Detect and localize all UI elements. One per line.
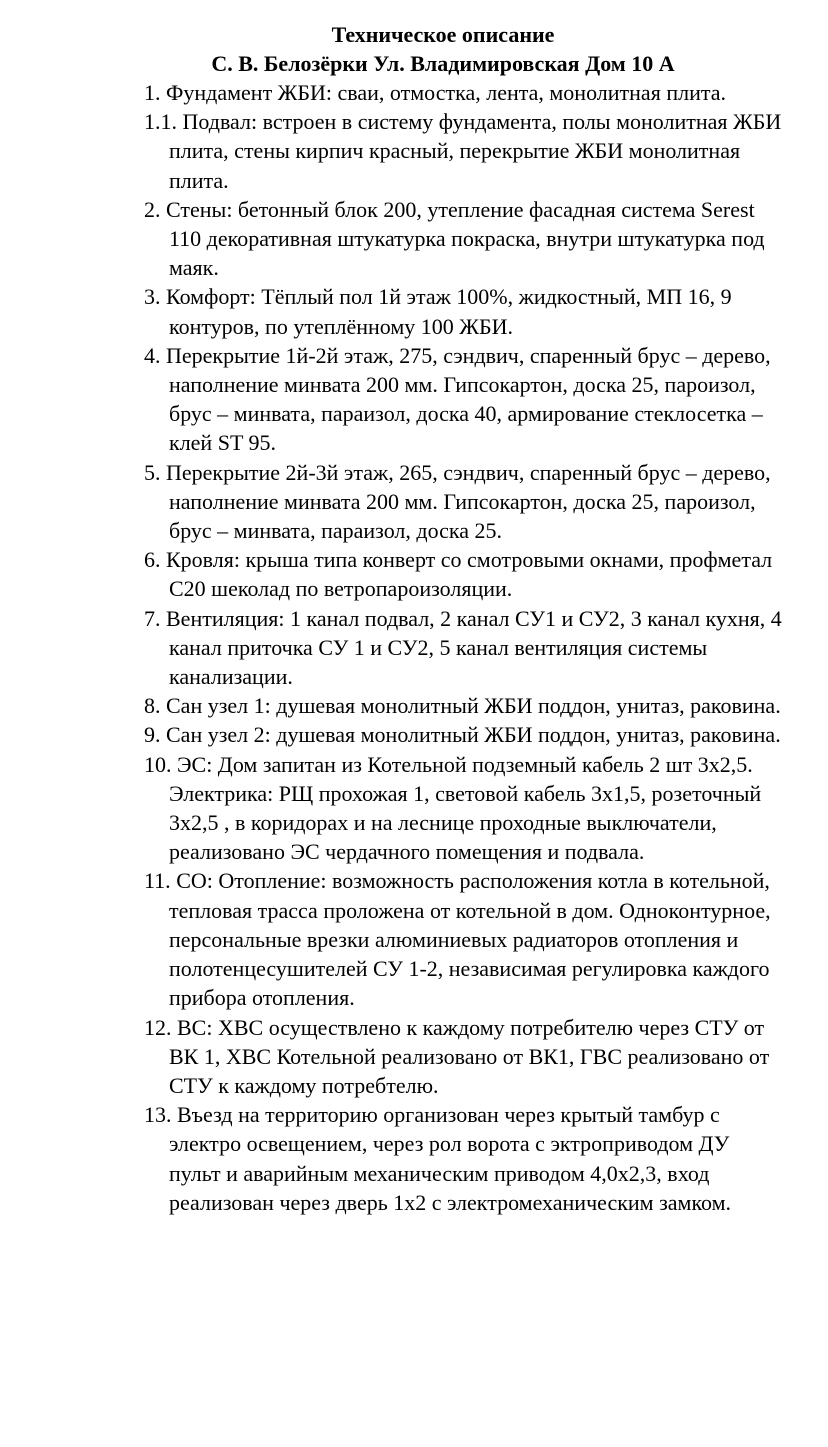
list-item	[144, 720, 784, 749]
item-number: 2.	[144, 196, 161, 222]
item-text: Подвал: встроен в систему фундамента, полы монолитная ЖБИ плита, стены кирпич красный, перекрытие ЖБИ монолитная плита.	[169, 109, 782, 193]
list-item	[144, 1013, 784, 1101]
list-item	[144, 341, 784, 458]
list-item	[144, 282, 784, 340]
item-number: 13.	[144, 1102, 172, 1128]
item-text: Стены: бетонный блок 200, утепление фасадная система Serest 110 декоративная штукатурка покраска, внутри штукатурка под маяк.	[166, 196, 765, 281]
item-text: Сан узел 1: душевая монолитный ЖБИ поддон, унитаз, раковина.	[166, 693, 781, 719]
item-number: 1.1.	[144, 109, 177, 135]
item-text: Перекрытие 2й-3й этаж, 265, сэндвич, спаренный брус – дерево, наполнение минвата 200 мм. Гипсокартон, доска 25, пароизол, брус – минвата, параизол, доска 25.	[166, 459, 771, 544]
list-item	[144, 545, 784, 603]
item-text: Перекрытие 1й-2й этаж, 275, сэндвич, спаренный брус – дерево, наполнение минвата 200 мм. Гипсокартон, доска 25, пароизол, брус – минвата, параизол, доска 40, армирование стеклосетка – клей ST 95.	[166, 342, 771, 456]
item-number: 5.	[144, 459, 161, 485]
item-text: ЭС: Дом запитан из Котельной подземный кабель 2 шт 3х2,5. Электрика: РЩ прохожая 1, световой кабель 3х1,5, розеточный 3х2,5 , в коридорах и на леснице проходные выключатели, реализовано ЭС чердачного помещения и подвала.	[169, 751, 762, 865]
item-number: 10.	[144, 751, 172, 777]
spec-list	[144, 78, 784, 1217]
document	[0, 20, 828, 1217]
list-item	[144, 691, 784, 720]
item-text: Кровля: крыша типа конверт со смотровыми окнами, профметал С20 шеколад по ветропароизоляции.	[166, 547, 773, 602]
item-number: 9.	[144, 722, 161, 748]
list-item	[144, 1100, 784, 1217]
item-text: Въезд на территорию организован через крытый тамбур с электро освещением, через рол ворота с эктроприводом ДУ пульт и аварийным механическим приводом 4,0х2,3, вход реализован через дверь 1х2 с электромеханическим замком.	[169, 1102, 732, 1215]
list-item	[144, 195, 784, 283]
item-text: Сан узел 2: душевая монолитный ЖБИ поддон, унитаз, раковина.	[166, 722, 781, 748]
list-item	[144, 604, 784, 692]
item-text: Вентиляция: 1 канал подвал, 2 канал СУ1 и СУ2, 3 канал кухня, 4 канал приточка СУ 1 и СУ2, 5 канал вентиляция системы канализации.	[166, 605, 782, 690]
item-number: 3.	[144, 284, 161, 310]
list-item	[144, 78, 784, 107]
item-number: 1.	[144, 80, 161, 105]
item-text: Комфорт: Тёплый пол 1й этаж 100%, жидкостный, МП 16, 9 контуров, по утеплённому 100 ЖБИ.	[166, 284, 732, 339]
document-header	[0, 20, 828, 78]
item-number: 12.	[144, 1014, 172, 1040]
item-text: СО: Отопление: возможность расположения котла в котельной, тепловая трасса проложена от котельной в дом. Одноконтурное, персональные врезки алюминиевых радиаторов отопления и полотенцесушителей СУ 1-2, независимая регулировка каждого прибора отопления.	[169, 868, 771, 1011]
item-text: Фундамент ЖБИ: сваи, отмостка, лента, монолитная плита.	[166, 80, 726, 105]
item-number: 11.	[144, 868, 171, 894]
list-item	[144, 750, 784, 867]
document-subtitle: С. В. Белозёрки Ул. Владимировская Дом 10 А	[211, 51, 675, 76]
item-number: 7.	[144, 605, 161, 631]
item-number: 6.	[144, 547, 161, 573]
document-title: Техническое описание	[331, 22, 555, 47]
item-number: 4.	[144, 342, 161, 368]
list-item	[144, 866, 784, 1012]
item-number: 8.	[144, 693, 161, 719]
list-item	[144, 458, 784, 546]
list-item	[144, 107, 784, 195]
item-text: ВС: ХВС осуществлено к каждому потребителю через СТУ от ВК 1, ХВС Котельной реализовано от ВК1, ГВС реализовано от СТУ к каждому потребтелю.	[169, 1014, 770, 1098]
